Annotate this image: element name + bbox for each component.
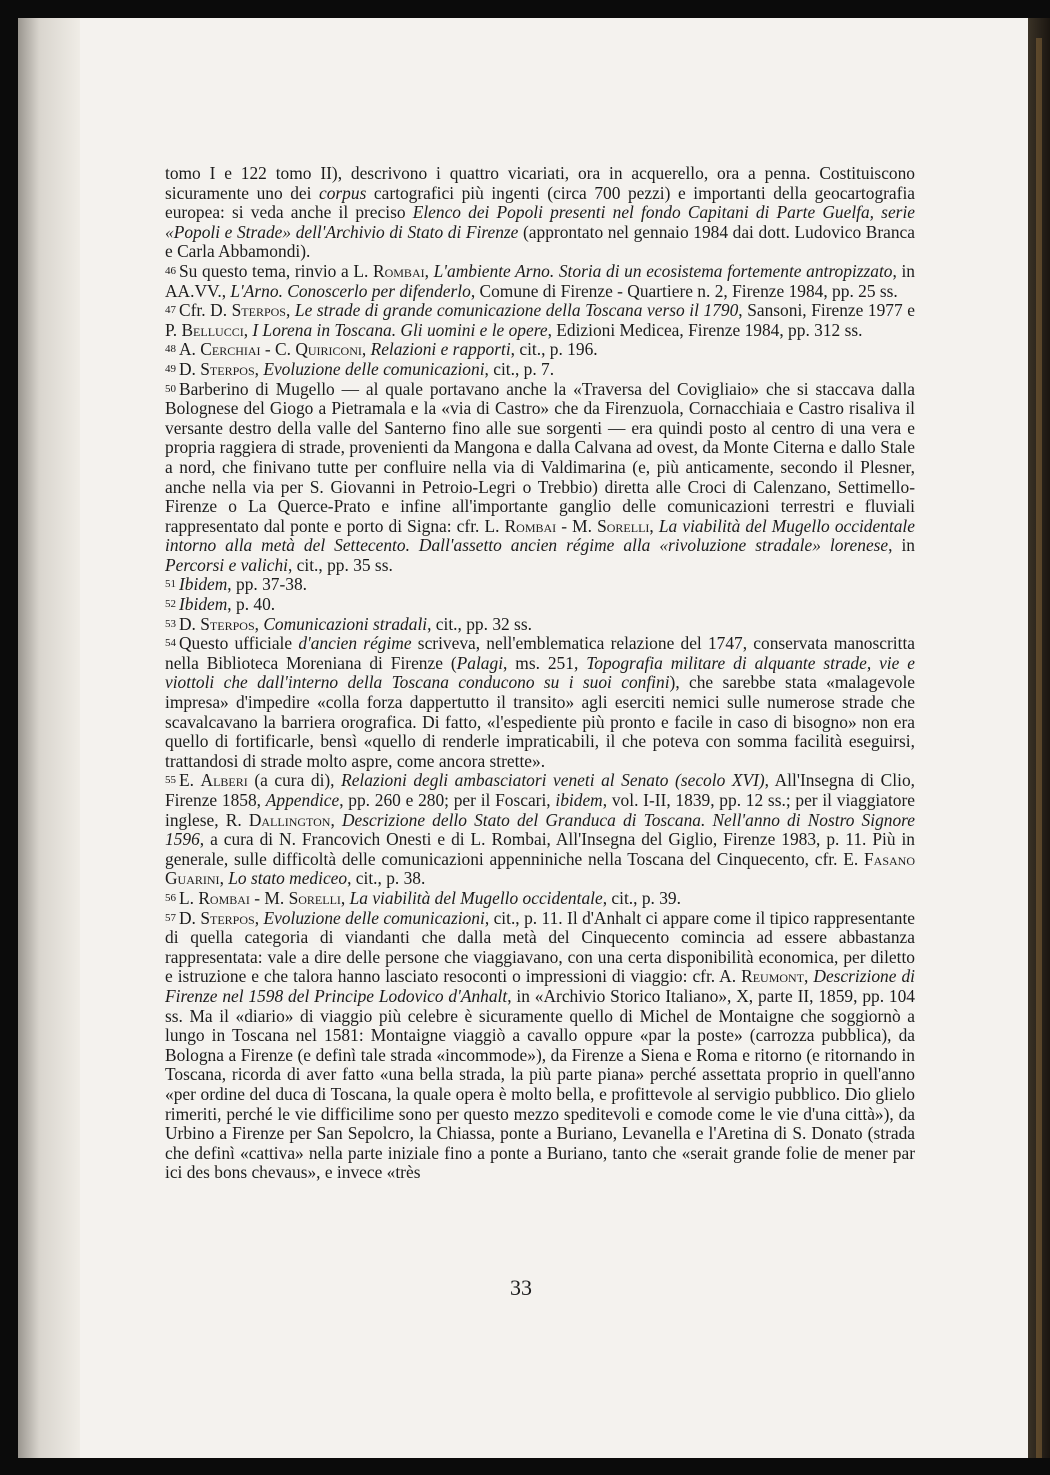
footnote-text: Rombai <box>504 515 557 536</box>
footnote-text: Sorelli <box>597 515 650 536</box>
footnote-text: (a cura di), <box>247 770 342 791</box>
footnote-number: 46 <box>165 264 176 277</box>
footnote-text: A. <box>179 339 201 360</box>
footnote-text: L. <box>179 887 199 908</box>
footnote-text: Ibidem <box>179 574 228 595</box>
footnote-text: , ms. 251, <box>503 652 587 673</box>
footnote-text: , pp. 260 e 280; per il Foscari, <box>339 790 556 810</box>
footnote-text: , <box>330 809 342 830</box>
edge-band <box>1036 38 1042 1458</box>
footnote-text: D. <box>179 907 201 928</box>
footnote-text: ), che sarebbe stata «malagevole impresa» d'impedire «colla forza dappertutto il transito» agli eserciti nemici sulle numerose strade che scavalcavano la barriera orografica. Di fatto, «l'espediente più pronto e facile in caso di bisogno» non era quello di fortificarle, bensì «quello di renderle impraticabili, il che poteva con somma facilità eseguirsi, trattandosi di strade molto aspre, come ancora strette». <box>165 672 916 771</box>
footnote-number: 56 <box>165 891 176 904</box>
footnote-number: 49 <box>165 362 176 375</box>
footnote-text: , <box>340 887 350 908</box>
footnote-text: , <box>649 515 659 536</box>
footnote-number: 54 <box>165 637 176 650</box>
footnote-text: , <box>243 319 253 340</box>
footnote-text: Su questo tema, rinvio a L. <box>179 260 373 281</box>
footnote-text: Rombai <box>198 887 250 908</box>
footnote-text: Ibidem <box>179 594 228 615</box>
footnote-text: Relazioni e rapporti <box>370 339 511 360</box>
footnote-text: Le strade di grande comunicazione della Toscana verso il 1790 <box>294 300 739 321</box>
footnote-text: Sorelli <box>288 887 341 908</box>
footnote-number: 53 <box>165 617 176 630</box>
footnote-text: (approntato nel gennaio 1984 dai dott. Ludovico Branca e Carla Abbamondi). <box>165 221 915 262</box>
footnote-text: Cfr. D. <box>179 300 232 321</box>
footnote-text: Comunicazioni stradali <box>263 613 428 634</box>
footnote <box>165 771 915 889</box>
footnote-text: Relazioni degli ambasciatori veneti al Senato (secolo XVI) <box>341 770 765 791</box>
footnote-number: 51 <box>165 578 176 591</box>
footnote-text: Evoluzione delle comunicazioni <box>263 358 485 379</box>
footnote-text: , <box>254 358 264 379</box>
footnote-text: scriveva, nell'emblematica relazione del 1747, conservata manoscritta nella Biblioteca Moreniana di Firenze ( <box>165 633 915 673</box>
footnote-text: , pp. 37-38. <box>227 574 307 595</box>
footnote-text: , cit., p. 39. <box>602 887 681 908</box>
footnote-text: Appendice <box>265 790 340 810</box>
footnote <box>165 262 915 301</box>
footnote-text: - M. <box>249 887 289 908</box>
footnote-text: , Comune di Firenze - Quartiere n. 2, Firenze 1984, pp. 25 ss. <box>470 280 898 301</box>
footnote-text: Sterpos <box>231 300 286 321</box>
footnote-text: corpus <box>319 182 367 203</box>
footnote-text: Palagi <box>456 652 504 673</box>
footnote-text: , p. 40. <box>227 594 276 615</box>
footnote-text: , <box>219 868 229 889</box>
footnote-text: Dallington <box>248 809 331 830</box>
footnote-text: Lo stato mediceo <box>228 868 348 889</box>
footnote-text: , Edizioni Medicea, Firenze 1984, pp. 312 ss. <box>547 319 863 340</box>
footnote <box>165 164 915 262</box>
footnote-number: 55 <box>165 774 176 787</box>
footnote-text: Barberino di Mugello — al quale portavano anche la «Traversa del Covigliaio» che si staccava dalla Bolognese del Giogo a Pietramala e la «via di Castro» che da Firenzuola, Cornacchiaia e Castro risaliva il versante destro della valle del Santerno fino alle sue sorgenti — era quindi posto al centro di una vera e propria raggiera di strade, provenienti da Mangona e dalla Calvana ad ovest, da Monte Citerna e dallo Stale a nord, che finivano tutte per confluire nella via di Valdimarina (e, più anticamente, secondo il Plesner, anche nella via per S. Giovanni in Petroio-Legri o Trebbio) diretta alle Croci di Calenzano, Settimello-Firenze o La Querce-Prato e infine all'importante ganglio delle comunicazioni terrestri e fluviali rappresentato dal ponte e porto di Signa: cfr. L. <box>165 378 915 536</box>
footnote-text: Fasano Guarini <box>165 848 915 889</box>
footnote-text: Elenco dei Popoli presenti nel fondo Capitani di Parte Guelfa, serie «Popoli e Strade» dell'Archivio di Stato di Firenze <box>165 202 915 242</box>
footnote-text: Descrizione di Firenze nel 1598 del Principe Lodovico d'Anhalt <box>165 966 915 1006</box>
footnote-text: Percorsi e valichi <box>165 554 288 575</box>
footnote <box>165 301 915 340</box>
footnote-number: 57 <box>165 911 176 924</box>
footnote-text: D. <box>179 613 201 634</box>
footnote-text: Topografia militare di alquante strade, vie e viottoli che dall'interno della Toscana conducono su i suoi confini <box>165 652 915 693</box>
footnote-number: 50 <box>165 382 176 395</box>
footnote-number: 52 <box>165 598 176 611</box>
footnotes-block <box>165 164 915 1183</box>
footnote <box>165 575 915 595</box>
footnote-text: - M. <box>556 515 598 536</box>
footnote-text: ibidem <box>555 790 603 810</box>
footnote-text: Rombai <box>373 260 425 281</box>
footnote <box>165 380 915 576</box>
footnote <box>165 615 915 635</box>
footnote-text: , <box>285 300 295 321</box>
book-gutter <box>18 18 80 1458</box>
footnote <box>165 595 915 615</box>
footnote <box>165 889 915 909</box>
footnote-number: 47 <box>165 304 176 317</box>
footnote <box>165 909 915 1183</box>
footnote <box>165 360 915 380</box>
footnote-text: L'Arno. Conoscerlo per difenderlo <box>230 280 471 301</box>
footnote-text: , cit., pp. 32 ss. <box>427 613 532 634</box>
footnote-text: , Sansoni, Firenze 1977 e P. <box>165 300 915 340</box>
footnote-text: , All'Insegna di Clio, Firenze 1858, <box>165 770 915 810</box>
footnote-text: , <box>361 339 371 360</box>
footnote-number: 48 <box>165 343 176 356</box>
footnote-text: - C. <box>260 339 296 360</box>
footnote <box>165 634 915 771</box>
footnote-text: L'ambiente Arno. Storia di un ecosistema fortemente antropizzato <box>433 260 893 281</box>
footnote-text: , cit., p. 196. <box>510 339 598 360</box>
footnote-text: , a cura di N. Francovich Onesti e di L. Rombai, All'Insegna del Giglio, Firenze 1983, p. 11. Più in generale, sulle difficoltà delle comunicazioni appenniniche nella Toscana del Cinquecento, cfr. E. <box>165 829 915 869</box>
footnote-text: , in «Archivio Storico Italiano», X, parte II, 1859, pp. 104 ss. Ma il «diario» di viaggio più celebre è sicuramente quello di Michel de Montaigne che soggiornò a lungo in Toscana nel 1581: Montaigne viaggiò a cavallo oppure «par la poste» (carrozza pubblica), da Bologna a Firenze (e definì tale strada «incommode»), da Firenze a Siena e Roma e ritorno (e ritornando in Toscana, ricorda di aver fatto «una bella strada, la più parte piana» perché assettata proprio in quell'anno «per ordine del duca di Toscana, la quale opera è molto bella, e profittevole al servigio pubblico. Dio glielo rimeriti, perché le vie difficilime sono per questo mezzo speditevoli e comode come le vie d'una città»), da Urbino a Firenze per San Sepolcro, la Chiassa, ponte a Buriano, Levanella e l'Aretina di S. Donato (strada che definì «cattiva» nella parte iniziale fino a ponte a Buriano, tanto che «serait grande folie de mener par ici des bons chevaus», e invece «très <box>165 985 915 1183</box>
footnote-text: E. <box>179 770 201 791</box>
footnote-text: , cit., p. 38. <box>347 868 426 889</box>
footnote-text: , cit., p. 7. <box>484 358 555 379</box>
footnote-text: , vol. I-II, 1839, pp. 12 ss.; per il viaggiatore inglese, R. <box>165 790 915 830</box>
footnote-text: Quiriconi <box>295 339 362 360</box>
footnote-text: Evoluzione delle comunicazioni <box>263 907 485 928</box>
footnote-text: tomo I e 122 tomo II), descrivono i quattro vicariati, ora in acquerello, ora a penna. Costituiscono sicuramente uno dei <box>165 163 915 203</box>
footnote-text: Questo ufficiale <box>179 633 299 654</box>
footnote-text: La viabilità del Mugello occidentale <box>349 887 603 908</box>
footnote-text: Sterpos <box>200 358 255 379</box>
footnote-text: , in <box>888 535 915 556</box>
footnote-text: cartografici più ingenti (circa 700 pezzi) e importanti della geocartografia europea: si veda anche il preciso <box>165 182 915 223</box>
footnote-text: , <box>424 260 434 281</box>
footnote-text: Reumont <box>741 966 805 987</box>
footnote-text: La viabilità del Mugello occidentale intorno alla metà del Settecento. Dall'assetto ancien régime alla «rivoluzione stradale» lorenese <box>165 515 915 556</box>
footnote-text: , in AA.VV., <box>165 260 915 301</box>
footnote-text: Sterpos <box>200 613 255 634</box>
footnote-text: , <box>254 613 264 634</box>
footnote-text: Bellucci <box>181 319 244 340</box>
footnote-text: , cit., pp. 35 ss. <box>287 554 393 575</box>
footnote-text: Descrizione dello Stato del Granduca di Toscana. Nell'anno di Nostro Signore 1596 <box>165 809 915 850</box>
footnote-text: D. <box>179 358 201 379</box>
footnote-text: , <box>254 907 264 928</box>
footnote-text: Alberi <box>200 770 248 791</box>
footnote-text: , cit., p. 11. Il d'Anhalt ci appare come il tipico rappresentante di quella categoria di viandanti che dalla metà del Cinquecento cominciа ad essere abbastanza rappresentata: vale a dire delle persone che viaggiavano, con una certa disponibilità economica, per diletto e istruzione e che talora hanno lasciato resoconti o impressioni di viaggio: cfr. A. <box>165 907 915 987</box>
page-number: 33 <box>510 1275 532 1300</box>
footnote-text: , <box>804 966 814 987</box>
footnote-text: d'ancien régime <box>298 633 412 654</box>
footnote-text: Cerchiai <box>200 339 261 360</box>
footnote-text: Sterpos <box>200 907 255 928</box>
book-edge <box>1028 18 1050 1458</box>
footnote-text: I Lorena in Toscana. Gli uomini e le opere <box>252 319 548 340</box>
footnote <box>165 340 915 360</box>
